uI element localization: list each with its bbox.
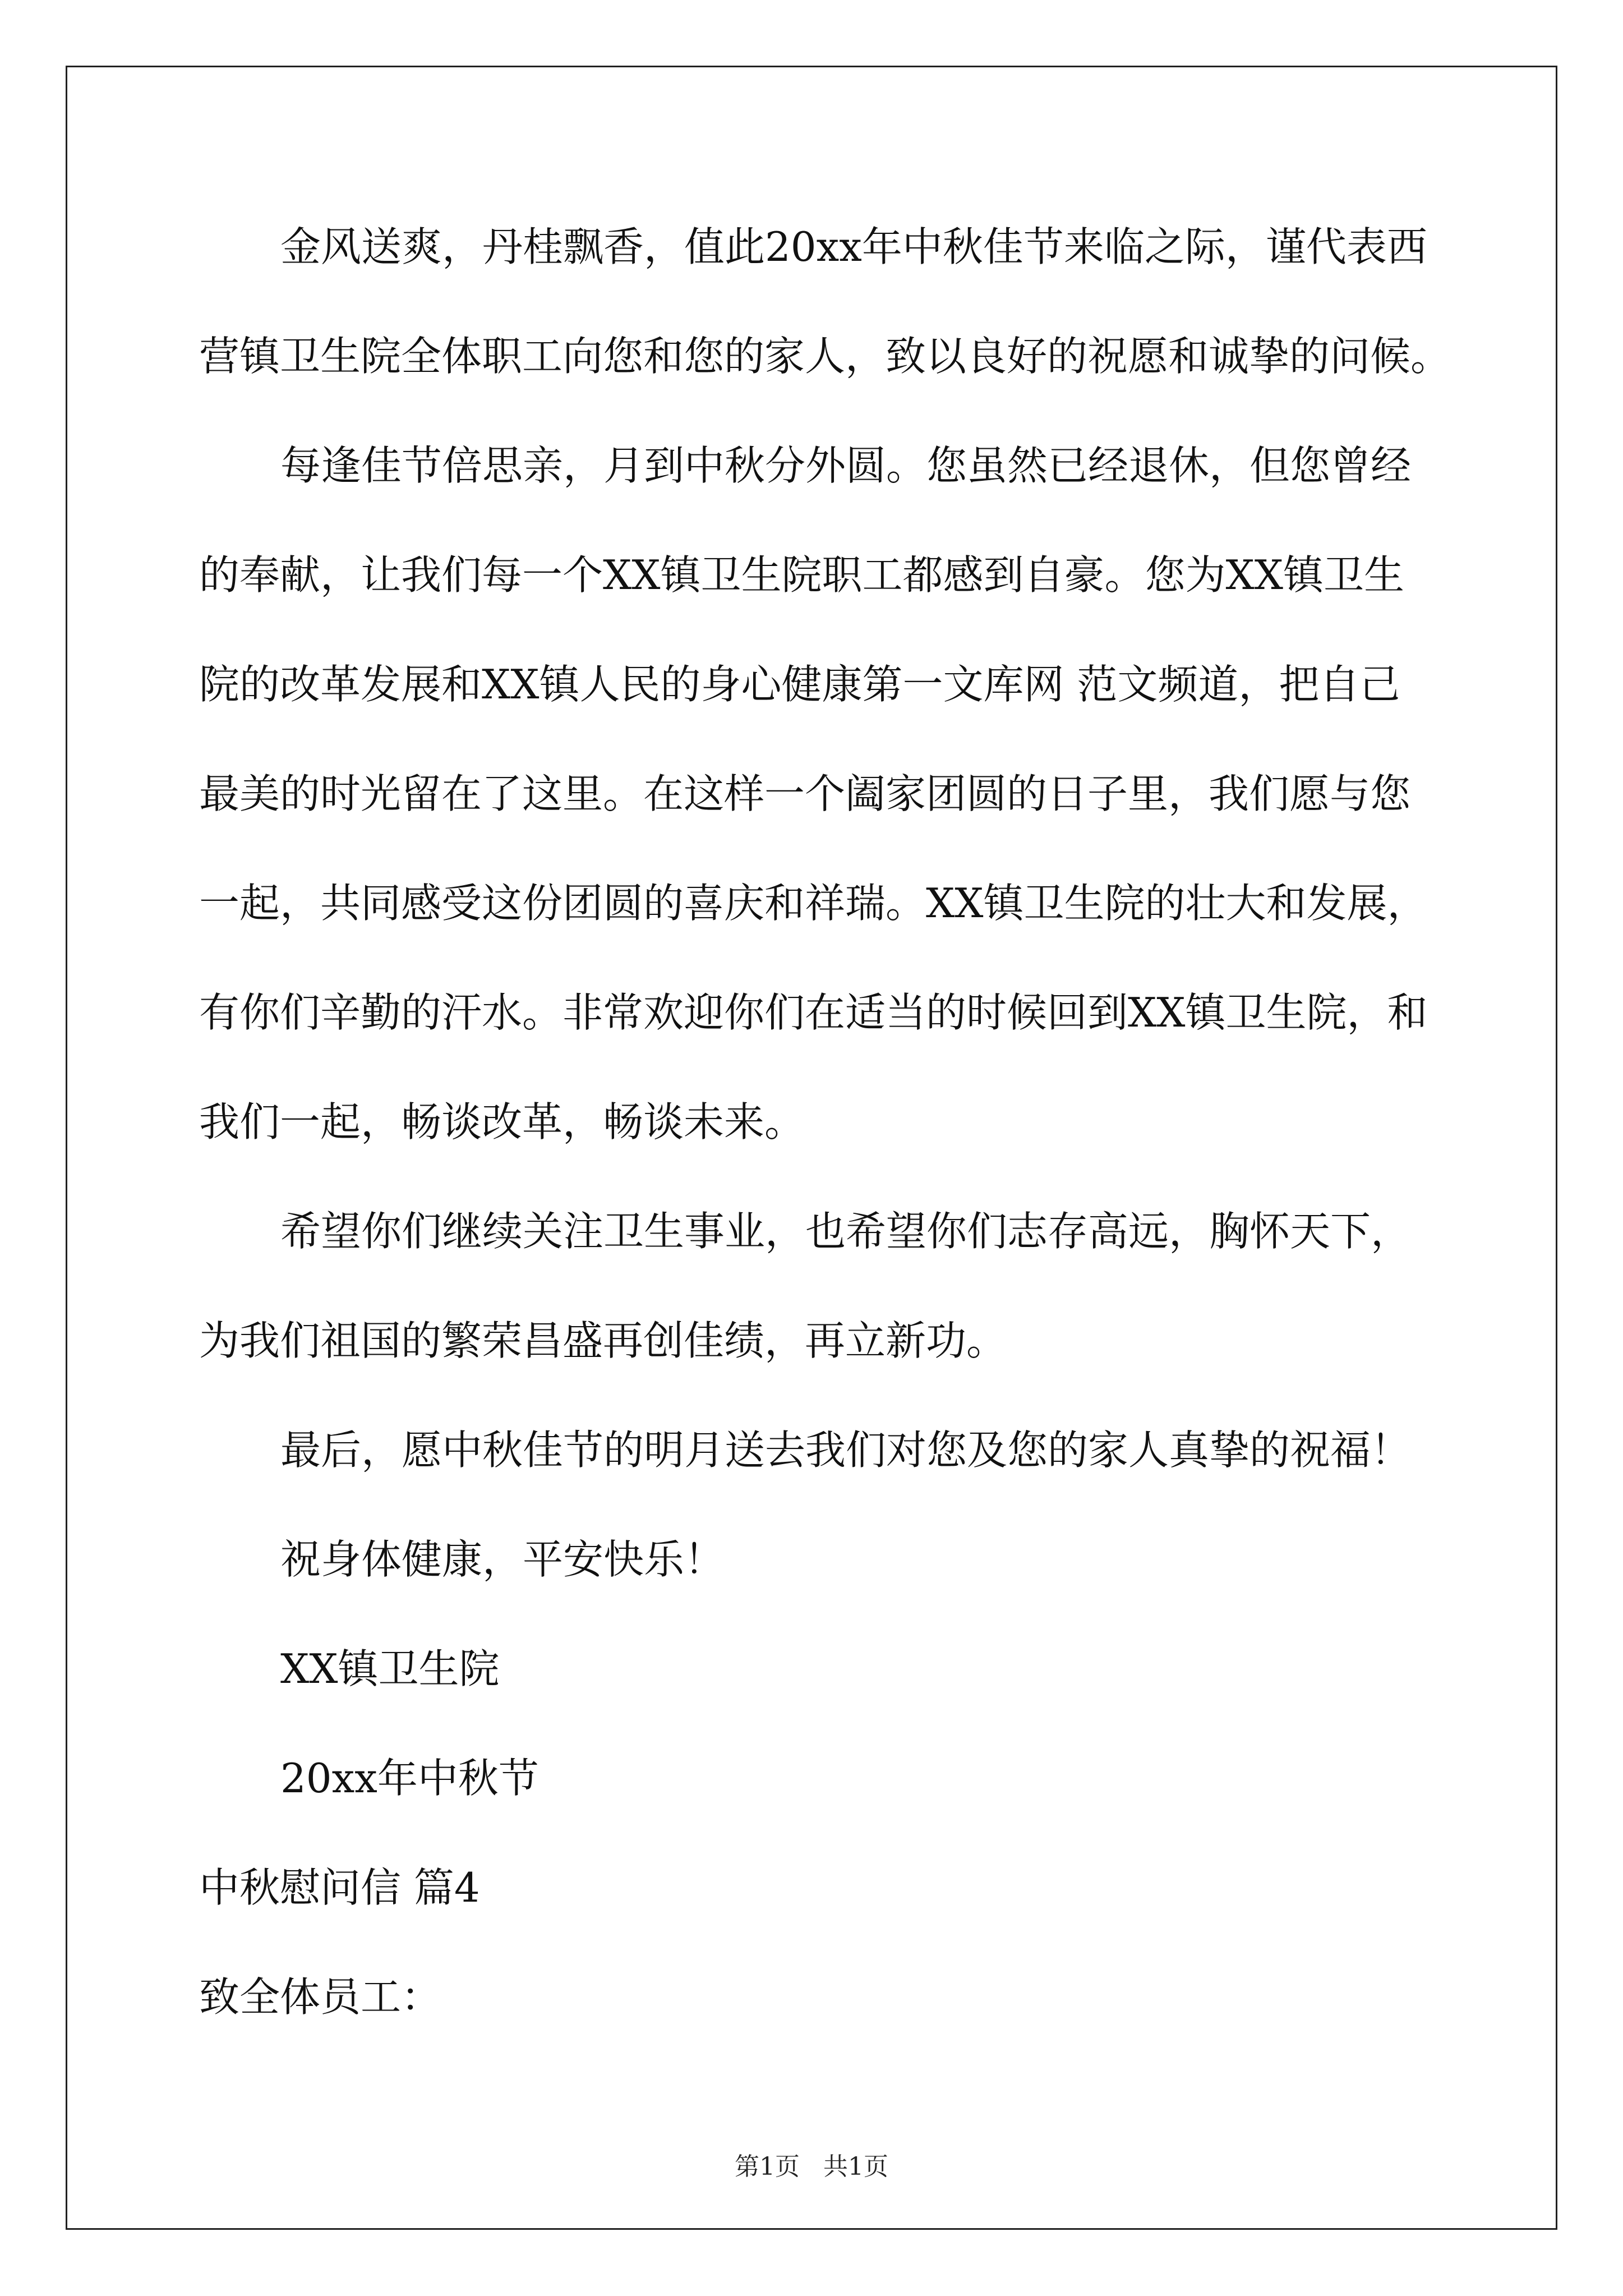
- paragraph-1-line-1: 金风送爽，丹桂飘香，值此20xx年中秋佳节来临之际，谨代表西: [280, 223, 1427, 270]
- paragraph-2-line-5: 一起，共同感受这份团圆的喜庆和祥瑞。XX镇卫生院的壮大和发展，: [199, 880, 1428, 927]
- paragraph-2-line-1: 每逢佳节倍思亲，月到中秋分外圆。您虽然已经退休，但您曾经: [280, 442, 1412, 489]
- paragraph-3-line-1: 希望你们继续关注卫生事业，也希望你们志存高远，胸怀天下，: [280, 1208, 1412, 1255]
- paragraph-2-line-4: 最美的时光留在了这里。在这样一个阖家团圆的日子里，我们愿与您: [199, 770, 1411, 817]
- closing-wish: 最后，愿中秋佳节的明月送去我们对您及您的家人真挚的祝福！: [280, 1427, 1412, 1474]
- paragraph-2-line-6: 有你们辛勤的汗水。非常欢迎你们在适当的时候回到XX镇卫生院，和: [199, 989, 1428, 1036]
- paragraph-2-line-2: 的奉献，让我们每一个XX镇卫生院职工都感到自豪。您为XX镇卫生: [199, 551, 1405, 599]
- page-number-footer: 第1页 共1页: [735, 2152, 888, 2181]
- signature-date: 20xx年中秋节: [280, 1755, 539, 1802]
- health-wish: 祝身体健康，平安快乐！: [280, 1536, 725, 1583]
- paragraph-2-line-7: 我们一起，畅谈改革，畅谈未来。: [199, 1098, 805, 1145]
- salutation: 致全体员工：: [199, 1973, 442, 2021]
- signature-org: XX镇卫生院: [280, 1645, 500, 1692]
- paragraph-3-line-2: 为我们祖国的繁荣昌盛再创佳绩，再立新功。: [199, 1317, 1007, 1364]
- paragraph-2-line-3: 院的改革发展和XX镇人民的身心健康第一文库网 范文频道，把自己: [199, 661, 1400, 708]
- section-heading: 中秋慰问信 篇4: [199, 1864, 480, 1911]
- paragraph-1-line-2: 营镇卫生院全体职工向您和您的家人，致以良好的祝愿和诚挚的问候。: [199, 333, 1451, 380]
